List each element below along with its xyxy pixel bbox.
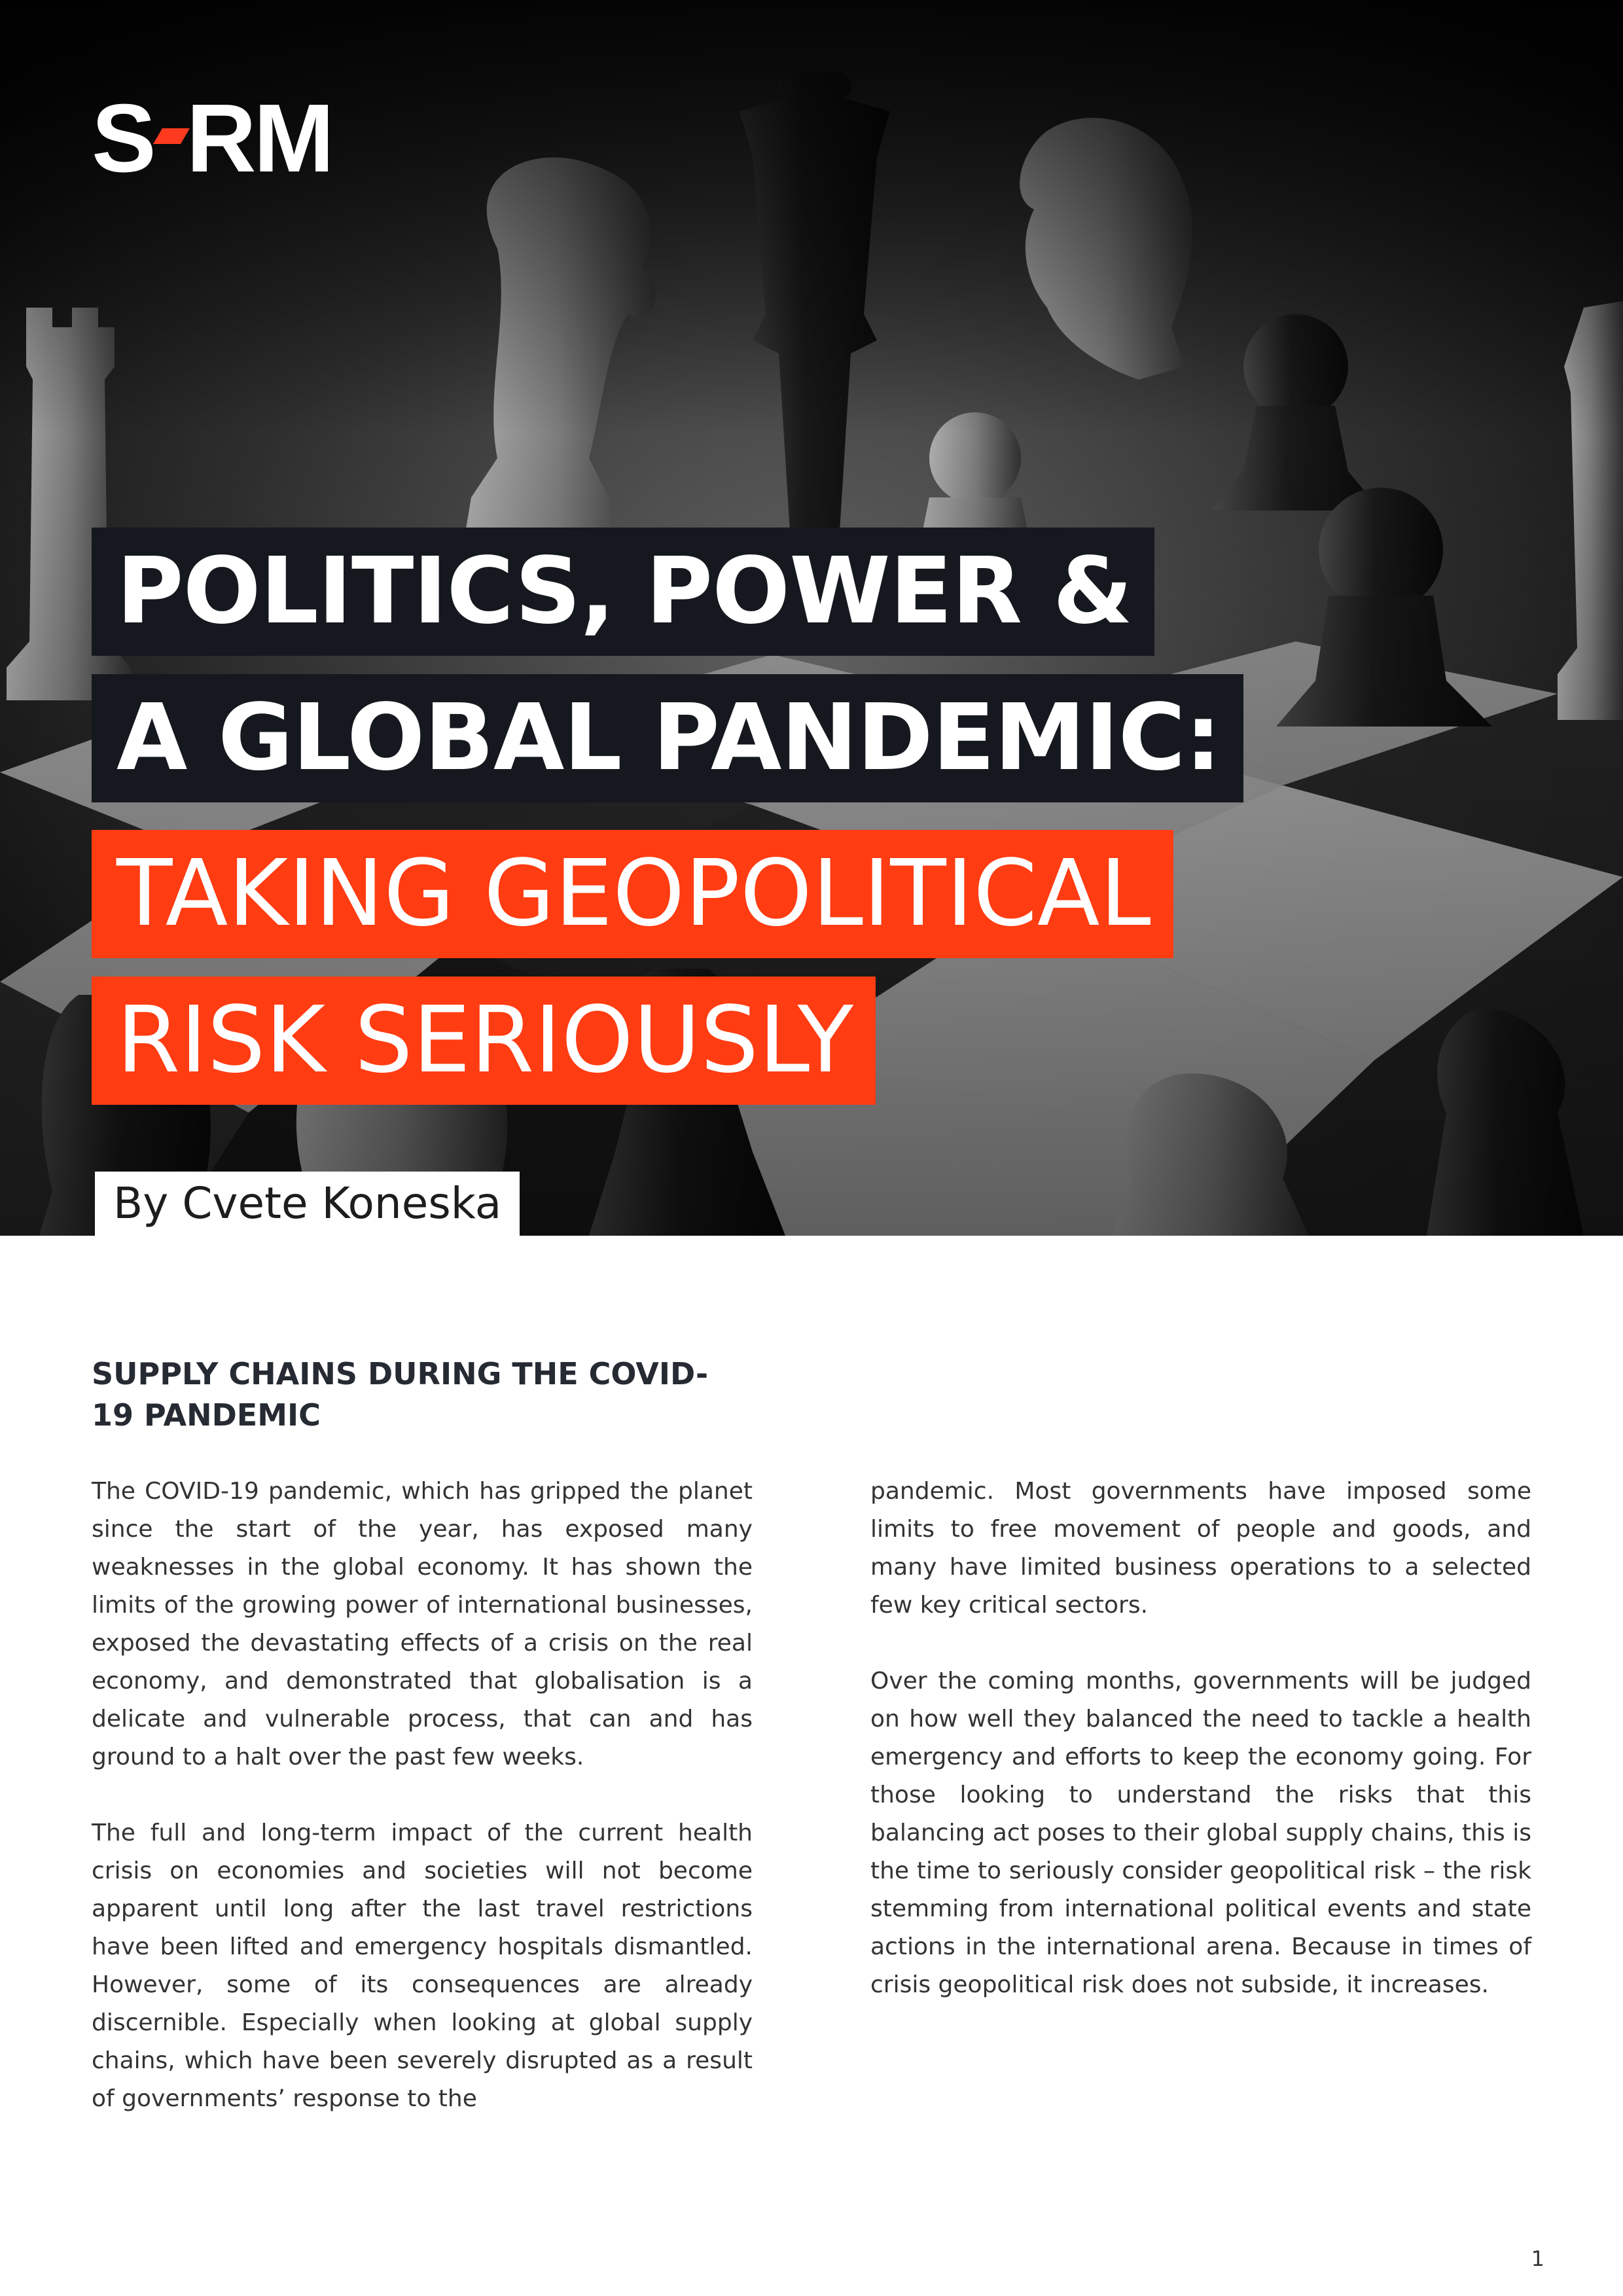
subtitle-line-2: RISK SERIOUSLY [92,977,876,1105]
paragraph: The COVID-19 pandemic, which has gripped the planet since the start of the year, has exposed many weaknesses in the global economy. It has shown the limits of the growing power of international businesses, exposed the devastating effects of a crisis on the real economy, and demonstrated that globalisation is a delicate and vulnerable process, that can and has ground to a halt over the past few weeks. [92,1478,753,1770]
paragraph: Over the coming months, governments will be judged on how well they balanced the need to tackle a health emergency and efforts to keep the economy going. For those looking to understand the risks that this balancing act poses to their global supply chains, this is the time to seriously consider geopolitical risk – the risk stemming from international political events and state actions in the international arena. Because in times of crisis geopolitical risk does not subside, it increases. [870,1668,1531,1998]
paragraph: The full and long-term impact of the current health crisis on economies and societies will not become apparent until long after the last travel restrictions have been lifted and emergency hospitals dismantled. However, some of its consequences are already discernible. Especially when looking at global supply chains, which have been severely disrupted as a result of governments’ response to the [92,1820,753,2112]
logo-text-left: S [92,84,154,192]
subtitle-line-1: TAKING GEOPOLITICAL [92,830,1173,958]
section-heading: SUPPLY CHAINS DURING THE COVID-19 PANDEMIC [92,1356,709,1433]
paragraph: pandemic. Most governments have imposed some limits to free movement of people and goods, and many have limited business operations to a selected few key critical sectors. [870,1478,1531,1619]
logo-text-right: RM [186,84,332,192]
title-line-2: A GLOBAL PANDEMIC: [92,674,1243,802]
left-column [92,1473,753,2156]
right-column [870,1473,1531,2042]
author-byline: By Cvete Koneska [95,1172,520,1236]
logo-slash-mark [155,90,185,187]
title-line-1: POLITICS, POWER & [92,528,1154,656]
srm-logo [92,84,332,192]
page-number: 1 [1531,2246,1544,2271]
